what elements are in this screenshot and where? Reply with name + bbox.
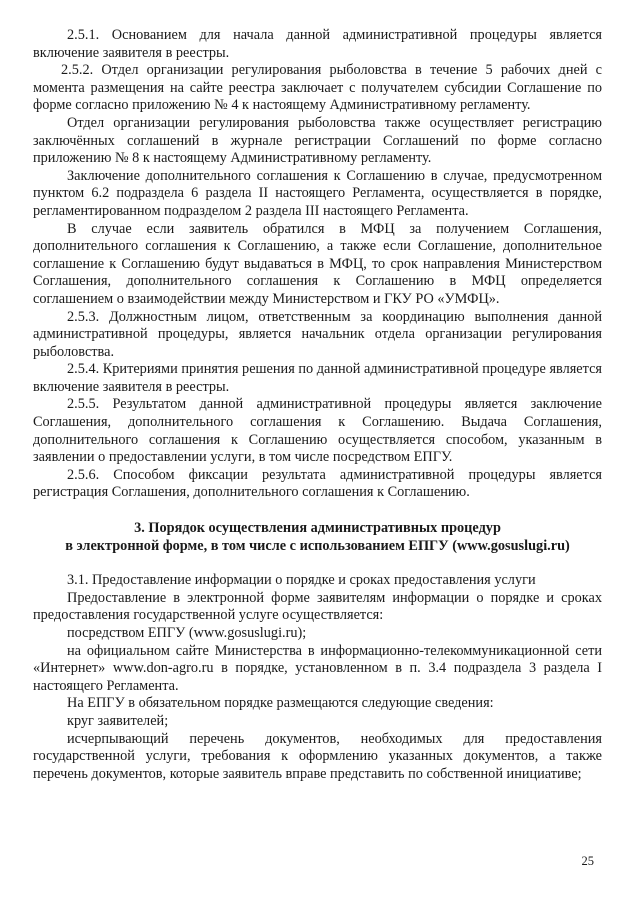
paragraph-info-provision: Предоставление в электронной форме заявителям информации о порядке и сроках предоставления государственной услуге осуществляется:	[33, 589, 602, 624]
page-number: 25	[581, 854, 594, 868]
paragraph-2-5-5: 2.5.5. Результатом данной административной процедуры является заключение Соглашения, дополнительного соглашения к Соглашению. Выдача Соглашения, дополнительного соглашения к Соглашению осуществляется способом, указанным в заявлении о предоставлении услуги, в том числе посредством ЕПГУ.	[33, 396, 602, 466]
section-3-heading	[33, 520, 602, 555]
paragraph-2-5-3: 2.5.3. Должностным лицом, ответственным за координацию выполнения данной административной процедуры, является начальник отдела организации регулирования рыболовства.	[33, 308, 602, 360]
paragraph-documents-list: исчерпывающий перечень документов, необходимых для предоставления государственной услуги, требования к оформлению указанных документов, а также перечень документов, которые заявитель вправе представить по собственной инициативе;	[33, 730, 602, 782]
section-3-heading-line2: в электронной форме, в том числе с использованием ЕПГУ (www.gosuslugi.ru)	[65, 537, 570, 554]
paragraph-mfc: В случае если заявитель обратился в МФЦ за получением Соглашения, дополнительного соглашения к Соглашению, а также если Соглашение, дополнительное соглашение к Соглашению будут выдаваться в МФЦ, то срок направления Министерством Соглашения, дополнительного соглашения к Соглашению в МФЦ определяется соглашением о взаимодействии между Министерством и ГКУ РО «УМФЦ».	[33, 220, 602, 307]
paragraph-additional-agreement: Заключение дополнительного соглашения к Соглашению в случае, предусмотренном пунктом 6.2 подраздела 6 раздела II настоящего Регламента, осуществляется в порядке, регламентированном подразделом 2 раздела III настоящего Регламента.	[33, 167, 602, 219]
paragraph-3-1: 3.1. Предоставление информации о порядке и сроках предоставления услуги	[67, 572, 536, 589]
paragraph-2-5-2: 2.5.2. Отдел организации регулирования рыболовства в течение 5 рабочих дней с момента размещения на сайте реестра заключает с получателем субсидии Соглашение по форме согласно приложению № 4 к настоящему Административному регламенту.	[33, 62, 602, 114]
paragraph-registration: Отдел организации регулирования рыболовства также осуществляет регистрацию заключённых соглашений в журнале регистрации Соглашений по форме согласно приложению № 8 к настоящему Административному регламенту.	[33, 114, 602, 167]
section-3-heading-line1: 3. Порядок осуществления административных процедур	[134, 520, 501, 537]
paragraph-applicants: круг заявителей;	[67, 712, 169, 729]
paragraph-official-site: на официальном сайте Министерства в информационно-телекоммуникационной сети «Интернет» www.don-agro.ru в порядке, установленном в п. 3.4 подраздела 3 раздела I настоящего Регламента.	[33, 642, 602, 694]
paragraph-via-epgu: посредством ЕПГУ (www.gosuslugi.ru);	[67, 625, 307, 641]
paragraph-2-5-1: 2.5.1. Основанием для начала данной административной процедуры является включение заявителя в реестры.	[33, 27, 602, 61]
paragraph-2-5-4: 2.5.4. Критериями принятия решения по данной административной процедуре является включение заявителя в реестры.	[33, 361, 602, 395]
paragraph-2-5-6: 2.5.6. Способом фиксации результата административной процедуры является регистрация Соглашения, дополнительного соглашения к Соглашению.	[33, 466, 602, 501]
paragraph-epgu-info: На ЕПГУ в обязательном порядке размещаются следующие сведения:	[67, 695, 494, 712]
